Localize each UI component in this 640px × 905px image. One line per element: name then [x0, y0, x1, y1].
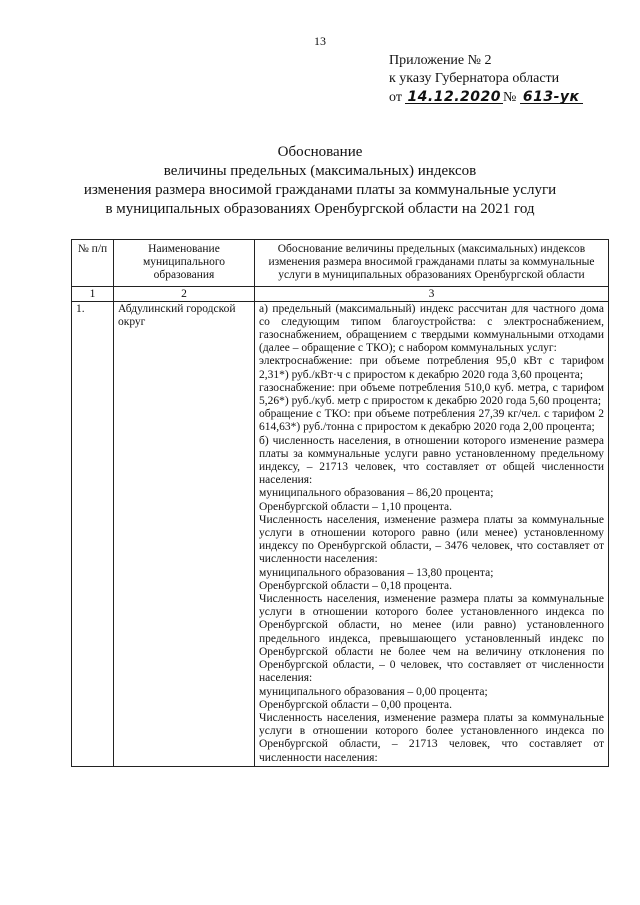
paragraph: Оренбургской области – 0,00 процента.	[259, 698, 452, 711]
paragraph: Численность населения, изменение размера платы за коммунальные услуги в отношении которого более установленного индекса по Оренбургской области, – 21713 человек, что составляет от численности населения:	[259, 711, 604, 764]
handwritten-date: 14.12.2020	[407, 89, 502, 105]
appendix-date-line	[389, 88, 583, 107]
title-line-2: величины предельных (максимальных) индексов	[163, 163, 477, 179]
column-number: 1	[72, 286, 114, 301]
paragraph: Численность населения, изменение размера платы за коммунальные услуги в отношении которого равно (или менее) установленному индексу по Оренбургской области, – 3476 человек, что составляет от численности населения:	[259, 513, 604, 566]
appendix-block	[389, 52, 583, 107]
appendix-title: Приложение № 2	[389, 53, 492, 68]
handwritten-number: 613-ук	[520, 88, 583, 106]
title-line-4: в муниципальных образованиях Оренбургской области на 2021 год	[105, 201, 535, 217]
paragraph: Оренбургской области – 0,18 процента.	[259, 579, 452, 592]
paragraph: Оренбургской области – 1,10 процента.	[259, 500, 452, 513]
title-line-1: Обоснование	[277, 144, 363, 160]
appendix-subtitle: к указу Губернатора области	[389, 71, 560, 86]
from-label: от	[389, 90, 402, 105]
paragraph: муниципального образования – 0,00 процента;	[259, 685, 488, 698]
row-justification	[255, 301, 609, 766]
justification-table	[71, 239, 609, 767]
paragraph: обращение с ТКО: при объеме потребления 27,39 кг/чел. с тарифом 2 614,63*) руб./тонна с приростом к декабрю 2020 года 2,00 процента;	[259, 408, 604, 434]
column-number-row	[72, 286, 609, 301]
paragraph: муниципального образования – 13,80 процента;	[259, 566, 494, 579]
paragraph: а) предельный (максимальный) индекс рассчитан для частного дома со следующим типом благоустройства: с электроснабжением, газоснабжением, обращением с твердыми коммунальными отходами (далее – обращение с ТКО); с набором коммунальных услуг:	[259, 302, 604, 355]
number-sign: №	[503, 90, 517, 105]
paragraph: Численность населения, изменение размера платы за коммунальные услуги в отношении которого более установленного индекса по Оренбургской области, но менее (или равно) установленного предельного индекса, превышающего установленный индекс по Оренбургской области не более чем на величину отклонения по Оренбургской области, – 0 человек, что составляет от численности населения:	[259, 593, 604, 685]
row-number: 1.	[72, 301, 114, 766]
row-municipality: Абдулинский городской округ	[114, 301, 255, 766]
document-title	[0, 143, 640, 219]
table-row	[72, 301, 609, 766]
page-number: 13	[314, 34, 326, 48]
title-line-3: изменения размера вносимой гражданами платы за коммунальные услуги	[83, 182, 557, 198]
paragraph: электроснабжение: при объеме потребления 95,0 кВт с тарифом 2,31*) руб./кВт·ч с приростом к декабрю 2020 года 3,60 процента;	[259, 355, 604, 381]
paragraph: газоснабжение: при объеме потребления 510,0 куб. метра, с тарифом 5,26*) руб./куб. метр с приростом к декабрю 2020 года 5,60 процента;	[259, 381, 604, 408]
header-number: № п/п	[72, 240, 114, 287]
paragraph: муниципального образования – 86,20 процента;	[259, 487, 494, 500]
paragraph: б) численность населения, в отношении которого изменение размера платы за коммунальные услуги равно установленному предельному индексу, – 21713 человек, что составляет от общей численности населения:	[259, 434, 604, 487]
header-row	[72, 240, 609, 287]
column-number: 2	[114, 286, 255, 301]
header-municipality: Наименование муниципального образования	[114, 240, 255, 287]
header-justification: Обоснование величины предельных (максимальных) индексов изменения размера вносимой гражданами платы за коммунальные услуги в муниципальных образованиях Оренбургской области	[255, 240, 609, 287]
column-number: 3	[255, 286, 609, 301]
